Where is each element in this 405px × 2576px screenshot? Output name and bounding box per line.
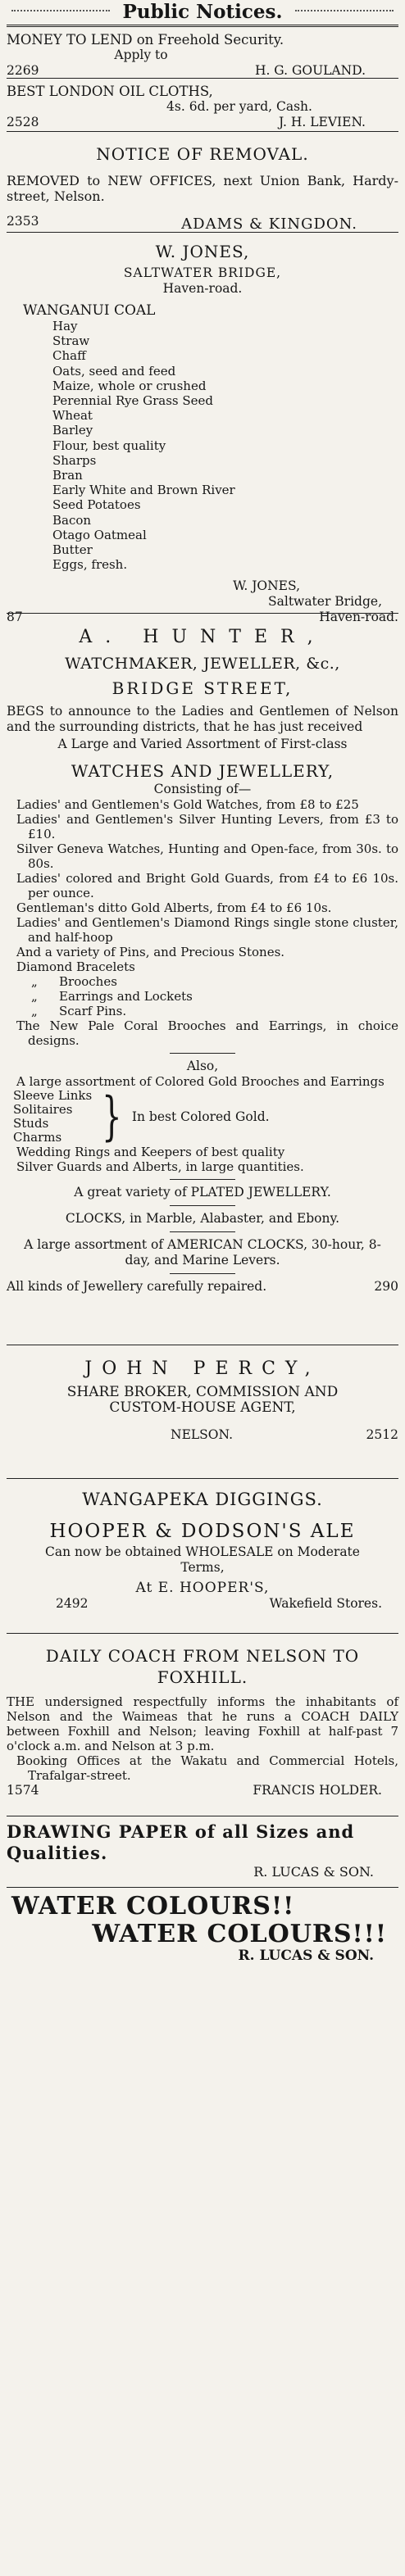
list-item: Diamond Bracelets: [16, 959, 135, 974]
wangapeka-stores: Wakefield Stores.: [269, 1596, 382, 1611]
jones-place: SALTWATER BRIDGE,: [123, 265, 282, 280]
list-item: Seed Potatoes: [52, 497, 141, 513]
ad-number: 2353: [7, 214, 39, 229]
ad-w-jones: [7, 233, 398, 625]
jones-sig-name: W. JONES,: [233, 578, 300, 594]
list-item: Ladies' and Gentlemen's Silver Hunting Levers, from £3 to £10.: [16, 812, 398, 841]
list-item: Sharps: [52, 452, 97, 468]
ad-drawing-paper: [7, 1816, 398, 1888]
wangapeka-at: At E. HOOPER'S,: [135, 1580, 270, 1596]
list-item: Chaff: [52, 348, 86, 364]
bestlondon-price: 4s. 6d. per yard, Cash.: [166, 99, 312, 114]
advertiser-name: R. LUCAS & SON.: [238, 1948, 374, 1964]
wangapeka-footer: [7, 1596, 398, 1612]
hunter-sub-list: [7, 974, 398, 1018]
jones-road: Haven-road.: [162, 281, 243, 296]
hunter-coral: The New Pale Coral Brooches and Earrings, in choice designs.: [16, 1018, 398, 1048]
percy-town: NELSON.: [171, 1427, 233, 1442]
jones-sig-road: Haven-road.: [319, 610, 398, 625]
sub-item-text: Brooches: [59, 974, 117, 989]
list-item: Ladies' and Gentlemen's Gold Watches, from £8 to £25: [16, 797, 359, 812]
list-item: Wheat: [52, 408, 93, 424]
money-signature: [7, 63, 398, 79]
list-item: Gentleman's ditto Gold Alberts, from £4 to £6 10s.: [16, 900, 332, 915]
percy-name: JOHN PERCY,: [84, 1358, 321, 1379]
divider: [170, 1231, 235, 1232]
hunter-brace-group: [7, 1086, 398, 1147]
list-item: Oats, seed and feed: [52, 363, 176, 379]
divider: [170, 1053, 235, 1054]
hunter-street: BRIDGE STREET,: [111, 678, 294, 698]
ad-number: 2492: [56, 1596, 89, 1611]
advertiser-name: J. H. LEVIEN.: [279, 115, 366, 129]
hunter-also: Also,: [186, 1059, 219, 1073]
jones-product-list: [7, 319, 398, 572]
removal-body: REMOVED to NEW OFFICES, next Union Bank, Hardy-street, Nelson.: [7, 173, 398, 204]
wangapeka-ale: HOOPER & DODSON'S ALE: [49, 1521, 356, 1542]
list-item: And a variety of Pins, and Precious Stones.: [16, 945, 285, 959]
brace-items: [7, 1089, 92, 1145]
list-item: Silver Geneva Watches, Hunting and Open-face, from 30s. to 80s.: [16, 841, 398, 871]
hunter-clocks: CLOCKS, in Marble, Alabaster, and Ebony.: [65, 1211, 340, 1226]
percy-line2: CUSTOM-HOUSE AGENT,: [109, 1399, 296, 1416]
ad-best-london: [7, 79, 398, 132]
ad-number: 2528: [7, 115, 39, 129]
divider: [170, 1179, 235, 1180]
ditto-mark: „: [31, 974, 38, 989]
hunter-wedding: Wedding Rings and Keepers of best quality: [16, 1145, 285, 1159]
coach-title: DAILY COACH FROM NELSON TO FOXHILL.: [45, 1646, 360, 1687]
wangapeka-line2: Can now be obtained WHOLESALE on Moderate Terms,: [45, 1544, 360, 1575]
hunter-colored: A large assortment of Colored Gold Brooches and Earrings: [16, 1074, 385, 1089]
list-item: [7, 989, 398, 1004]
hunter-silver: Silver Guards and Alberts, in large quantities.: [16, 1159, 304, 1174]
jones-name: W. JONES,: [155, 242, 250, 261]
list-item: [7, 1004, 398, 1018]
list-item: Perennial Rye Grass Seed: [52, 393, 214, 409]
section-title: Public Notices.: [122, 1, 283, 23]
bestlondon-signature: [7, 115, 398, 130]
list-item: Eggs, fresh.: [52, 557, 128, 573]
advertiser-name: ADAMS & KINGDON.: [181, 215, 357, 233]
list-item: Bacon: [52, 512, 92, 528]
ad-number: 2269: [7, 63, 39, 78]
hunter-plated: A great variety of PLATED JEWELLERY.: [74, 1185, 331, 1200]
list-item: Flour, best quality: [52, 438, 166, 453]
list-item: Early White and Brown River: [52, 483, 235, 498]
ad-water-colours: [7, 1888, 398, 1971]
removal-title: NOTICE OF REMOVAL.: [96, 144, 309, 164]
percy-footer: [7, 1427, 398, 1443]
hunter-footer: [7, 1279, 398, 1295]
list-item: Studs: [13, 1116, 49, 1131]
ad-money-to-lend: [7, 27, 398, 79]
coach-body: THE undersigned respectfully informs the inhabitants of Nelson and the Waimeas that he runs a COACH DAILY between Foxhill and Nelson; leaving Foxhill at half-past 7 o'clock a.m. and Nelson at 3 p.m.: [7, 1694, 398, 1753]
ad-john-percy: [7, 1345, 398, 1479]
water-line2: WATER COLOURS!!!: [92, 1920, 387, 1948]
list-item: Otago Oatmeal: [52, 527, 147, 542]
jones-sig-place: Saltwater Bridge,: [268, 594, 382, 610]
money-line1: MONEY TO LEND on Freehold Security.: [7, 32, 284, 48]
ad-number: 1574: [7, 1783, 39, 1798]
list-item: Hay: [52, 319, 78, 333]
ditto-mark: „: [31, 989, 38, 1004]
list-item: Charms: [13, 1130, 62, 1145]
bestlondon-line1: BEST LONDON OIL CLOTHS,: [7, 84, 213, 99]
coach-booking: Booking Offices at the Wakatu and Commercial Hotels, Trafalgar-street.: [16, 1753, 398, 1783]
list-item: Bran: [52, 468, 83, 483]
header-ornament-right: [295, 10, 394, 12]
coach-footer: [7, 1783, 398, 1798]
ad-number: 2512: [366, 1427, 398, 1442]
list-item: Barley: [52, 423, 93, 438]
hunter-name: A. HUNTER,: [79, 627, 326, 647]
percy-line1: SHARE BROKER, COMMISSION AND: [66, 1384, 339, 1400]
divider: [170, 1273, 235, 1274]
hunter-intro: BEGS to announce to the Ladies and Gentlemen of Nelson and the surrounding districts, that he has just received: [7, 704, 398, 734]
ad-number: 290: [374, 1279, 398, 1294]
hunter-item-list: [7, 797, 398, 974]
list-item: Straw: [52, 333, 90, 349]
list-item: [7, 974, 398, 989]
ditto-mark: „: [31, 1004, 38, 1018]
ad-notice-of-removal: [7, 132, 398, 233]
hunter-consisting: Consisting of—: [153, 782, 252, 796]
drawing-line1: DRAWING PAPER of all Sizes and Qualities.: [7, 1821, 355, 1863]
divider: [170, 1205, 235, 1206]
ad-daily-coach: [7, 1634, 398, 1816]
column-header: [7, 0, 398, 27]
hunter-american: A large assortment of AMERICAN CLOCKS, 30-hour, 8-day, and Marine Levers.: [24, 1237, 381, 1268]
wangapeka-title: WANGAPEKA DIGGINGS.: [82, 1490, 323, 1509]
ad-wangapeka-diggings: [7, 1479, 398, 1634]
ad-number: 87: [7, 610, 23, 625]
jones-coal: WANGANUI COAL: [23, 302, 156, 319]
list-item: Sleeve Links: [13, 1088, 93, 1103]
brace-symbol: }: [102, 1086, 122, 1147]
water-line1: WATER COLOURS!!: [11, 1892, 295, 1921]
hunter-repaired: All kinds of Jewellery carefully repaired.: [7, 1279, 267, 1294]
list-item: Ladies' colored and Bright Gold Guards, from £4 to £6 10s. per ounce.: [16, 871, 398, 900]
list-item: Butter: [52, 542, 93, 558]
advertiser-name: R. LUCAS & SON.: [253, 1864, 374, 1880]
list-item: Maize, whole or crushed: [52, 378, 207, 393]
sub-item-text: Scarf Pins.: [59, 1004, 127, 1018]
brace-text: In best Colored Gold.: [131, 1109, 270, 1124]
list-item: Ladies' and Gentlemen's Diamond Rings single stone cluster, and half-hoop: [16, 915, 398, 945]
money-apply: Apply to: [114, 48, 168, 62]
ad-a-hunter: [7, 614, 398, 1345]
advertiser-name: FRANCIS HOLDER.: [253, 1783, 382, 1798]
hunter-assortment: A Large and Varied Assortment of First-class: [57, 737, 348, 751]
hunter-trade: WATCHMAKER, JEWELLER, &c.,: [65, 655, 340, 673]
hunter-watches-heading: WATCHES AND JEWELLERY,: [71, 761, 334, 781]
sub-item-text: Earrings and Lockets: [59, 989, 193, 1004]
advertiser-name: H. G. GOULAND.: [254, 63, 366, 78]
list-item: Solitaires: [13, 1102, 73, 1117]
